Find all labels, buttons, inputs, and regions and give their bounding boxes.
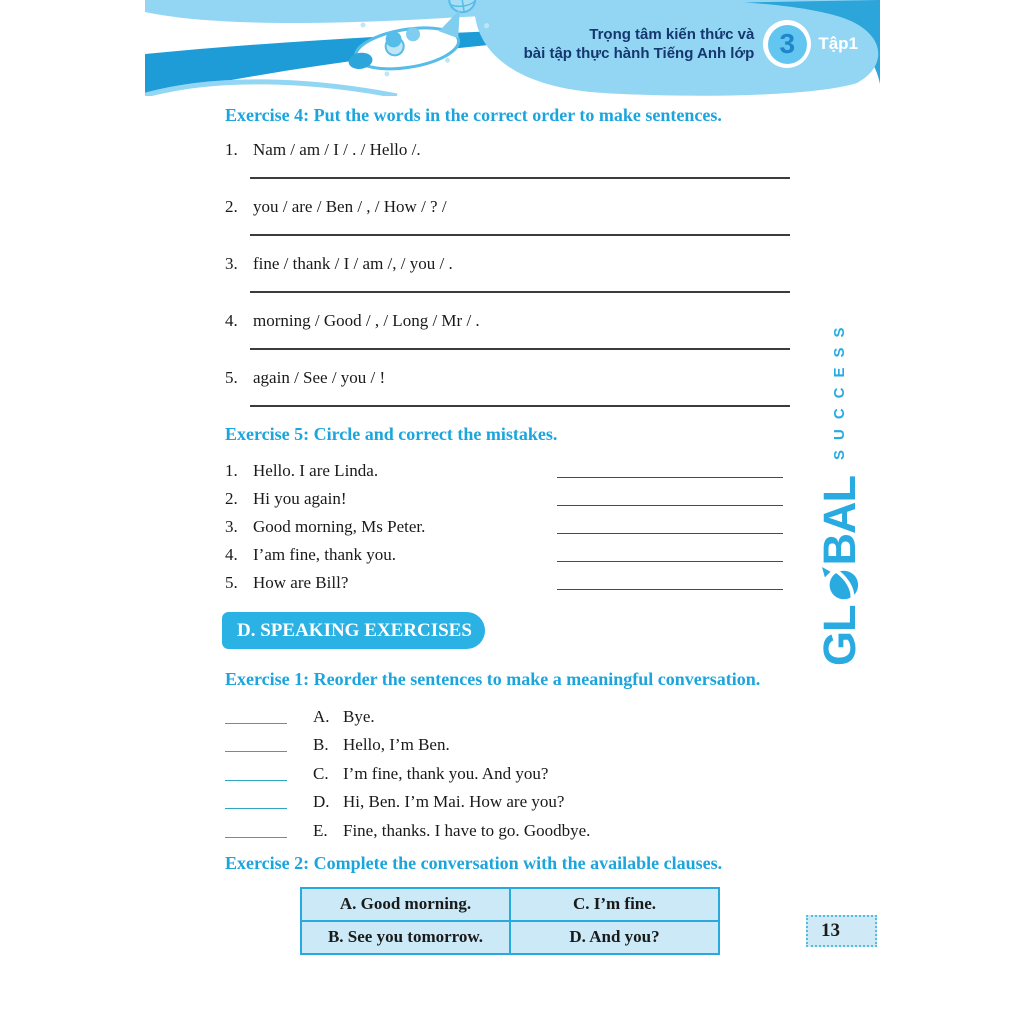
grade-badge	[763, 20, 811, 68]
clause-cell: C. I’m fine.	[510, 888, 719, 921]
item-text: fine / thank / I / am /, / you / .	[253, 254, 453, 273]
item-text: Hello. I are Linda.	[253, 461, 379, 480]
item-text: Nam / am / I / . / Hello /.	[253, 140, 421, 159]
item-text: Hi you again!	[253, 489, 347, 508]
item-number: 2.	[225, 489, 238, 508]
clause-cell: B. See you tomorrow.	[301, 921, 510, 954]
order-blank[interactable]	[225, 780, 287, 781]
speaking-exercise1-heading: Exercise 1: Reorder the sentences to make a meaningful conversation.	[225, 669, 761, 689]
item-number: 2.	[225, 197, 238, 216]
answer-line[interactable]	[250, 405, 790, 407]
page-number: 13	[821, 920, 840, 941]
item-text: I’m fine, thank you. And you?	[343, 763, 549, 783]
item-number: 3.	[225, 517, 238, 536]
speaking1-item	[225, 699, 790, 728]
item-text: I’am fine, thank you.	[253, 545, 397, 564]
book-title-text	[524, 25, 755, 63]
correction-line[interactable]	[557, 589, 783, 590]
item-text: How are Bill?	[253, 573, 349, 592]
clause-cell: A. Good morning.	[301, 888, 510, 921]
answer-line[interactable]	[250, 234, 790, 236]
correction-line[interactable]	[557, 533, 783, 534]
speaking1-item	[225, 728, 790, 757]
book-title	[524, 20, 858, 68]
item-text: Bye.	[343, 706, 375, 726]
item-number: 4.	[225, 545, 238, 564]
exercise5-item	[225, 538, 790, 566]
item-text: Good morning, Ms Peter.	[253, 517, 426, 536]
global-word-start: GL	[813, 605, 865, 666]
item-text: Hi, Ben. I’m Mai. How are you?	[343, 792, 565, 811]
speaking1-item	[225, 785, 790, 814]
book-title-line2: bài tập thực hành Tiếng Anh lớp	[523, 45, 755, 62]
item-number: 4.	[225, 311, 238, 330]
item-text: you / are / Ben / , / How / ? /	[253, 197, 447, 216]
page-content	[225, 96, 790, 955]
globe-icon	[822, 567, 860, 605]
exercise5-item	[225, 510, 790, 538]
order-blank[interactable]	[225, 837, 287, 838]
clauses-table	[300, 887, 720, 955]
item-letter: A.	[313, 706, 330, 726]
item-text: again / See / you / !	[253, 368, 386, 387]
item-letter: B.	[313, 735, 329, 754]
exercise4-item	[225, 366, 790, 407]
item-number: 1.	[225, 461, 238, 480]
exercise4-item	[225, 309, 790, 350]
item-letter: E.	[313, 820, 328, 840]
section-d-banner: D. SPEAKING EXERCISES	[222, 612, 485, 649]
item-number: 5.	[225, 573, 238, 592]
item-letter: C.	[313, 763, 329, 783]
grade-number: 3	[768, 25, 807, 64]
correction-line[interactable]	[557, 505, 783, 506]
item-text: Hello, I’m Ben.	[343, 735, 450, 754]
global-success-logo	[806, 317, 872, 666]
speaking1-item	[225, 756, 790, 785]
correction-line[interactable]	[557, 477, 783, 478]
exercise4-item	[225, 195, 790, 236]
item-letter: D.	[313, 792, 330, 811]
table-row	[301, 921, 719, 954]
success-tagline: SUCCESS	[830, 317, 848, 461]
item-number: 5.	[225, 368, 238, 387]
exercise5-item	[225, 566, 790, 594]
volume-label: Tập1	[818, 34, 858, 53]
order-blank[interactable]	[225, 808, 287, 809]
order-blank[interactable]	[225, 723, 287, 724]
order-blank[interactable]	[225, 751, 287, 752]
exercise5-item	[225, 454, 790, 482]
speaking1-item	[225, 813, 790, 842]
exercise4-heading: Exercise 4: Put the words in the correct order to make sentences.	[225, 105, 722, 125]
page-number-badge	[806, 915, 877, 947]
clause-cell: D. And you?	[510, 921, 719, 954]
global-word-end: BAL	[813, 476, 865, 566]
exercise5-item	[225, 482, 790, 510]
answer-line[interactable]	[250, 177, 790, 179]
book-title-line1: Trọng tâm kiến thức và	[589, 26, 755, 43]
answer-line[interactable]	[250, 291, 790, 293]
correction-line[interactable]	[557, 561, 783, 562]
item-number: 3.	[225, 254, 238, 273]
item-text: Fine, thanks. I have to go. Goodbye.	[343, 820, 591, 840]
table-row	[301, 888, 719, 921]
item-number: 1.	[225, 140, 238, 159]
speaking-exercise2-heading: Exercise 2: Complete the conversation with the available clauses.	[225, 852, 723, 873]
global-wordmark	[813, 476, 865, 666]
exercise4-item	[225, 252, 790, 293]
exercise5-heading: Exercise 5: Circle and correct the mistakes.	[225, 424, 558, 444]
item-text: morning / Good / , / Long / Mr / .	[253, 311, 480, 330]
page-header	[145, 0, 880, 96]
answer-line[interactable]	[250, 348, 790, 350]
exercise4-item	[225, 138, 790, 179]
